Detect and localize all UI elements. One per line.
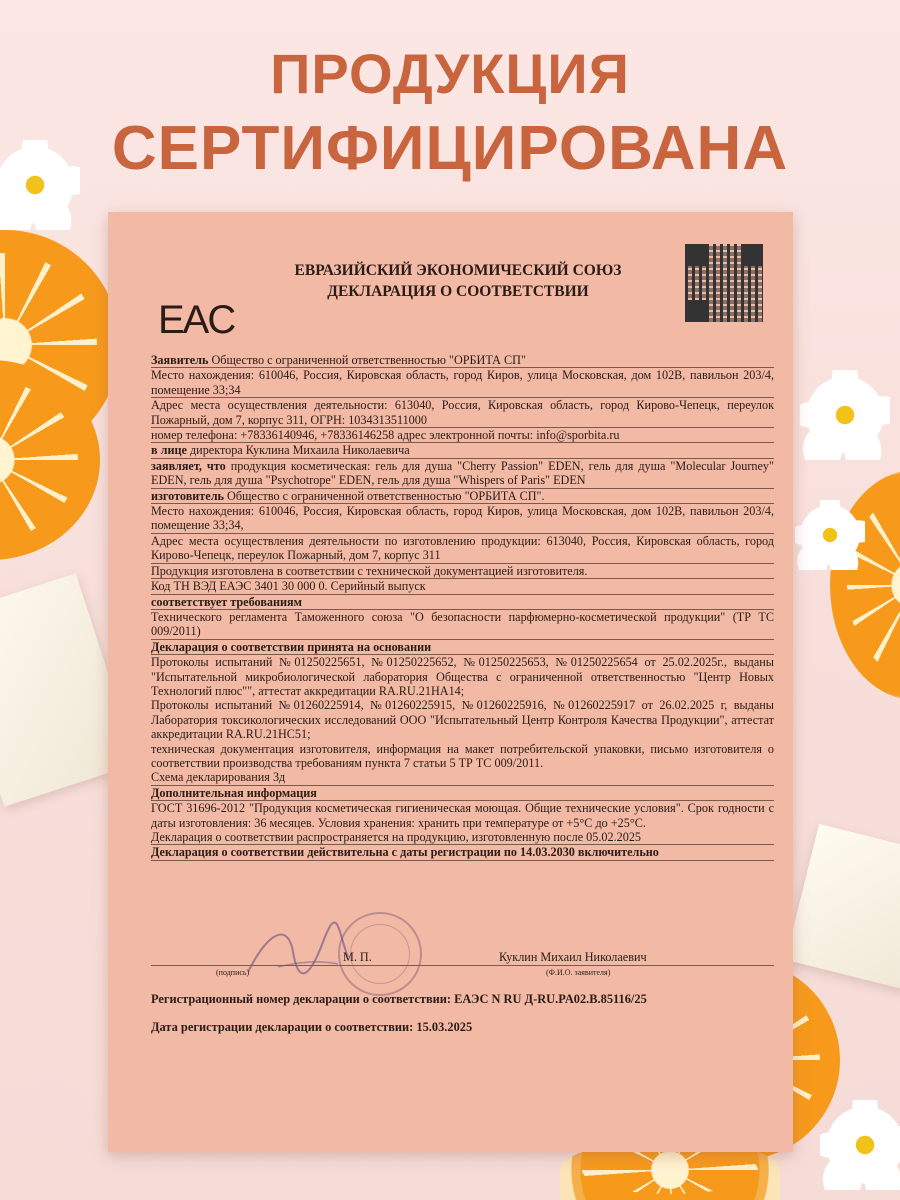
basis-technical-docs: техническая документация изготовителя, информация на макет потребительской упаковки, письмо изготовителя о соответствии производства требованиям пункта 7 статьи 5 ТР ТС 009/2011. bbox=[151, 741, 774, 770]
headline-line-1: ПРОДУКЦИЯ bbox=[270, 42, 630, 105]
requirements-label: соответствует требованиям bbox=[151, 595, 774, 610]
registration-number: Регистрационный номер декларации о соответствии: ЕАЭС N RU Д-RU.PA02.B.85116/25 bbox=[151, 992, 647, 1006]
registration-date: Дата регистрации декларации о соответствии: 15.03.2025 bbox=[151, 1020, 473, 1034]
name-caption: (Ф.И.О. заявителя) bbox=[546, 968, 611, 977]
eac-logo-icon: EAC bbox=[158, 298, 235, 342]
produced-docs: Продукция изготовлена в соответствии с технической документацией изготовителя. bbox=[151, 564, 774, 579]
additional-applies: Декларация о соответствии распространяется на продукцию, изготовленную после 05.02.2025 bbox=[151, 830, 774, 845]
manufacturer-activity: Адрес места осуществления деятельности по изготовлению продукции: 613040, Россия, Кировская область, город Кирово-Чепецк, переулок Пожарный, дом 7, корпус 311 bbox=[151, 533, 774, 563]
manufacturer-value: Общество с ограниченной ответственностью "ОРБИТА СП". bbox=[227, 488, 545, 503]
flower-right bbox=[800, 370, 890, 460]
declares-row bbox=[151, 459, 774, 489]
requirements-value: Технического регламента Таможенного союза "О безопасности парфюмерно-косметической продукции" (ТР ТС 009/2011) bbox=[151, 609, 774, 639]
basis-label: Декларация о соответствии принята на основании bbox=[151, 640, 774, 655]
additional-gost: ГОСТ 31696-2012 "Продукция косметическая гигиеническая моющая. Общие технические условия". Срок годности с даты изготовления: 36 месяцев. Условия хранения: хранить при температуре от +5°С до +25°С. bbox=[151, 801, 774, 830]
applicant-row bbox=[151, 353, 774, 368]
declaration-scheme: Схема декларирования 3д bbox=[151, 770, 774, 785]
basis-protocols-2: Протоколы испытаний №01260225914, №01260225915, №01260225916, №01260225917 от 26.02.2025 г, выданы Лаборатория токсикологических исследований ООО "Испытательный Центр Контроля Качества Продукции", аттестат аккредитации RA.RU.21НС51; bbox=[151, 698, 774, 742]
flower-top-left bbox=[0, 140, 80, 230]
applicant-contacts: номер телефона: +78336140946, +78336146258 адрес электронной почты: info@sporbita.ru bbox=[151, 428, 774, 443]
applicant-value: Общество с ограниченной ответственностью "ОРБИТА СП" bbox=[211, 353, 526, 367]
person-row bbox=[151, 443, 774, 458]
declaration-document bbox=[108, 212, 793, 1152]
additional-label: Дополнительная информация bbox=[151, 786, 774, 801]
applicant-label: Заявитель bbox=[151, 353, 209, 367]
manufacturer-row bbox=[151, 489, 774, 504]
basis-protocols-1: Протоколы испытаний №01250225651, №01250225652, №01250225653, №01250225654 от 25.02.2025г., выданы "Испытательной микробиологической лаборатория Общества с ограниченной ответственностью "Центр Новых Технологий плюс"", аттестат аккредитации RA.RU.21НА14; bbox=[151, 655, 774, 698]
document-body bbox=[151, 353, 774, 861]
document-header-title: ДЕКЛАРАЦИЯ О СООТВЕТСТВИИ bbox=[327, 283, 589, 300]
declares-value: продукция косметическая: гель для душа "Cherry Passion" EDEN, гель для душа "Molecular Journey" EDEN, гель для душа "Psychotrope" EDEN, гель для душа "Whispers of Paris" EDEN bbox=[151, 458, 775, 488]
stamp-label: М. П. bbox=[343, 950, 372, 964]
flower-bottom-right bbox=[820, 1100, 900, 1190]
person-label: в лице bbox=[151, 443, 187, 458]
signature-row bbox=[151, 940, 774, 977]
declares-label: заявляет, что bbox=[151, 458, 226, 473]
applicant-activity-address: Адрес места осуществления деятельности: 613040, Россия, Кировская область, город Кирово-Чепецк, переулок Пожарный, дом 7, корпус 311, ОГРН: 1034313511000 bbox=[151, 398, 774, 427]
document-header-union: ЕВРАЗИЙСКИЙ ЭКОНОМИЧЕСКИЙ СОЮЗ bbox=[294, 262, 622, 279]
qr-code-icon bbox=[685, 244, 763, 322]
headline-line-2: СЕРТИФИЦИРОВАНА bbox=[111, 114, 789, 183]
applicant-location: Место нахождения: 610046, Россия, Кировская область, город Киров, улица Московская, дом 102В, павильон 203/4, помещение 33;34 bbox=[151, 368, 774, 397]
tn-ved-code: Код ТН ВЭД ЕАЭС 3401 30 000 0. Серийный выпуск bbox=[151, 579, 774, 594]
manufacturer-label: изготовитель bbox=[151, 488, 224, 503]
flower-right-lower bbox=[795, 500, 865, 570]
manufacturer-location: Место нахождения: 610046, Россия, Кировская область, город Киров, улица Московская, дом 102В, павильон 203/4, помещение 33;34, bbox=[151, 504, 774, 533]
signer-name: Куклин Михаил Николаевич bbox=[499, 950, 647, 964]
validity-period: Декларация о соответствии действительна с даты регистрации по 14.03.2030 включительно bbox=[151, 845, 774, 860]
signature-caption: (подпись) bbox=[216, 968, 250, 977]
soap-bar-right bbox=[785, 824, 900, 996]
person-value: директора Куклина Михаила Николаевича bbox=[189, 443, 410, 458]
